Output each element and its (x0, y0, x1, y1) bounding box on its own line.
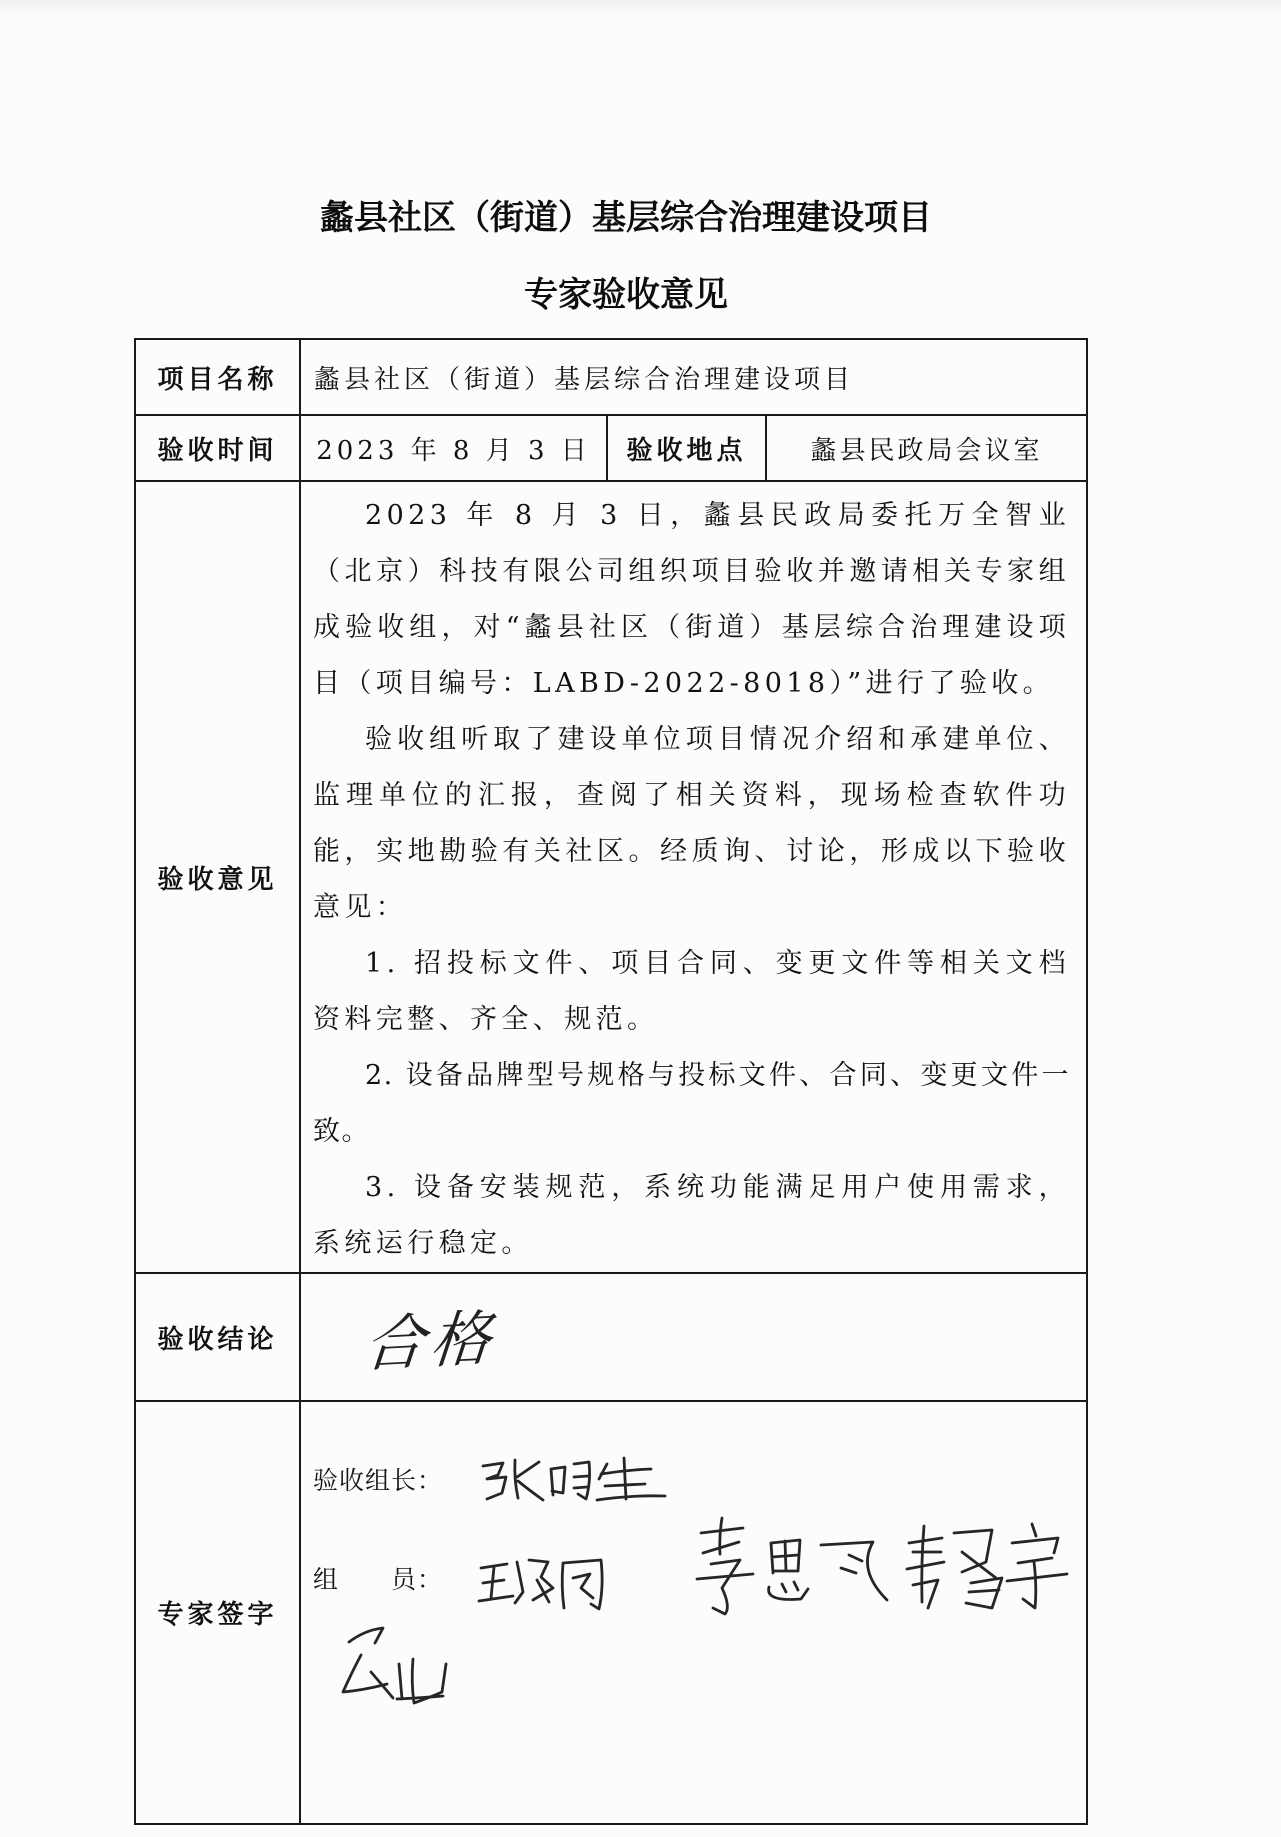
scan-edge-shade (0, 0, 1281, 14)
signature-member-1 (479, 1560, 602, 1609)
signature-area (301, 1402, 1086, 1821)
value-acceptance-time: 2023 年 8 月 3 日 (300, 415, 607, 481)
signature-team-leader (483, 1458, 665, 1500)
acceptance-form-table (134, 338, 1088, 1825)
row-project-name (135, 339, 1087, 415)
value-acceptance-location: 蠡县民政局会议室 (766, 415, 1087, 481)
signature-member-4 (343, 1628, 446, 1703)
label-acceptance-conclusion: 验收结论 (135, 1273, 300, 1401)
row-acceptance-conclusion (135, 1273, 1087, 1401)
opinion-item-3: 3. 设备安装规范，系统功能满足用户使用需求，系统运行稳定。 (313, 1172, 1071, 1259)
label-acceptance-location: 验收地点 (607, 415, 766, 481)
opinion-paragraph-process: 验收组听取了建设单位项目情况介绍和承建单位、监理单位的汇报，查阅了相关资料，现场检查软件功能，实地勘验有关社区。经质询、讨论，形成以下验收意见： (313, 724, 1071, 923)
row-expert-signatures (135, 1401, 1087, 1824)
opinion-paragraph-intro: 2023 年 8 月 3 日，蠡县民政局委托万全智业（北京）科技有限公司组织项目验收并邀请相关专家组成验收组，对“蠡县社区（街道）基层综合治理建设项目（项目编号：LABD-2022-8018）”进行了验收。 (313, 500, 1071, 699)
team-members-label: 组 员： (313, 1565, 444, 1594)
opinion-item-1: 1. 招投标文件、项目合同、变更文件等相关文档资料完整、齐全、规范。 (313, 948, 1071, 1035)
document-subtitle: 专家验收意见 (524, 275, 728, 315)
label-project-name: 项目名称 (135, 339, 300, 415)
document-title: 蠡县社区（街道）基层综合治理建设项目 (320, 198, 932, 238)
row-acceptance-opinion (135, 481, 1087, 1273)
label-acceptance-opinion: 验收意见 (135, 481, 300, 1273)
opinion-item-2: 2. 设备品牌型号规格与投标文件、合同、变更文件一致。 (313, 1060, 1071, 1147)
row-acceptance-time-location (135, 415, 1087, 481)
signature-member-3 (907, 1524, 1067, 1608)
team-leader-label: 验收组长： (313, 1466, 444, 1495)
value-project-name: 蠡县社区（街道）基层综合治理建设项目 (300, 339, 1087, 415)
handwritten-conclusion: 合格 (361, 1303, 500, 1381)
handwritten-signatures (301, 1402, 1086, 1821)
signature-member-2 (697, 1518, 887, 1614)
value-acceptance-opinion (300, 481, 1087, 1273)
value-expert-signatures (300, 1401, 1087, 1824)
value-acceptance-conclusion (300, 1273, 1087, 1401)
label-acceptance-time: 验收时间 (135, 415, 300, 481)
label-expert-signatures: 专家签字 (135, 1401, 300, 1824)
